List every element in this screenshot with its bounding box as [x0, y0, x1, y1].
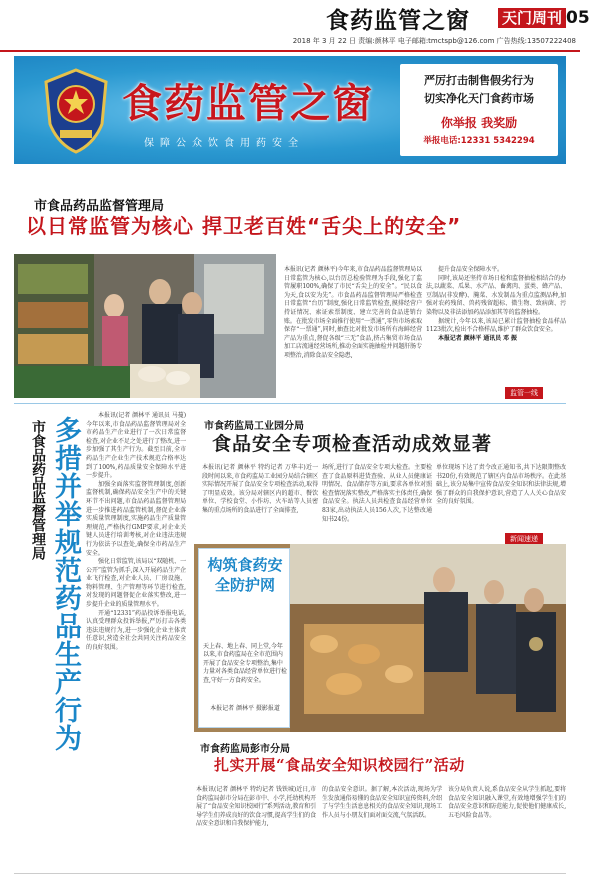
banner-title: 食药监管之窗: [122, 80, 374, 127]
article2-kicker: 市食药监局工业园分局: [204, 421, 304, 432]
page-number: 05: [566, 8, 590, 28]
article3-title: 扎实开展“食品安全知识校园行”活动: [214, 756, 465, 774]
left-body-p1: 本报讯(记者 颜林平 通讯员 马蔓)今年以来,市食品药品监督管理局对全市药品生产企业进行了一次日常监督检查,对企业不足之处进行了整改,进一步加强了其生产行为。截至目前,全市药品生产企业生产技术规范合格率达到了100%,药品质量安全保障水平进一步提升。: [86, 412, 186, 480]
left-kicker: 市食品药品监督管理局: [30, 420, 46, 560]
feature-title: 构筑食药安全防护网: [207, 556, 283, 594]
panel-report: 你举报 我奖励: [440, 116, 518, 130]
section-tag-news: 新闻速递: [505, 533, 543, 545]
article1-photo: [14, 254, 276, 398]
edition-badge: 天门周刊: [498, 8, 566, 28]
article1-body-col2: [426, 266, 566, 384]
article1-body-p2: 同时,该局还坚持市场日检和监督抽检相结合的办法,以蔬菜、瓜果、水产品、畜禽肉、蛋类、蜂产品、豆制品(非发酵)、腌菜、水发制品为重点监测品种,加强对农药残留、兽药残留超标、微生物、致病菌、污染物以及非法添加药品添加其等的监督抽检。: [426, 274, 566, 316]
article3-body-col2: 的食品安全意识。据了解,本次活动,现场为学生发放通俗易懂的食品安全知识宣传资料,介绍了与学生生活息息相关的食品安全知识,现场工作人员与小朋友们面对面交流,气氛活跃。: [322, 786, 442, 819]
left-title: 多措并举规范药品生产行为: [50, 416, 81, 752]
section-tag-frontline: 监管一线: [505, 387, 543, 399]
panel-line-1: 严厉打击制售假劣行为: [424, 74, 534, 87]
article3-body-col1: 本报讯(记者 颜林平 特约记者 钱铁城)近日,市食药监局彭市分局在彭市中、小学,托幼机构开展了“食品安全知识校园行”系列活动,教育和引导学生们养成良好的饮食习惯,提高学生们的食品安全意识和自我保护能力,: [196, 786, 316, 828]
article1-byline: 本报记者 颜林平 通讯员 邓 振: [438, 334, 517, 342]
left-body: [86, 412, 186, 864]
article2-body-col2: 场所,进行了食品安全专项大检查。主要检查了食品原料进货查验、从业人员健康证明情况、食品储存等方面,要求各单位对照检查情况落实整改,严格落实主体责任,确保食品安全。执法人员共检查食品经营单位83家,出动执法人员156人次,下达整改通知书24份。: [322, 464, 432, 523]
feature-body: 天上春、地上春、同上堂,今年以来,市食药监局在全市范围内开展了食品安全专项整治,集中力量对各类食品经营单位进行检查,守好一方食药安全。: [203, 643, 288, 684]
article3-body-col3: 该分局负责人说,系食品安全从学生抓起,要将食品安全知识融入课堂,有效地增强学生们的食品安全意识和防范能力,促使他们健康成长,五毛风险食品等。: [448, 786, 566, 819]
article3-kicker: 市食药监局彭市分局: [200, 744, 290, 755]
article1-body-p3: 据统计,今年以来,该局已累计监督抽检食品样品1123批次,检出不合格样品,维护了群众饮食安全。: [426, 317, 566, 334]
divider: [14, 403, 566, 404]
paper-title: 食药监管之窗: [326, 7, 470, 34]
banner-slogan: 保障公众饮食用药安全: [144, 138, 304, 149]
report-panel: [400, 64, 558, 156]
article1-body-p1: 提升食品安全保障水平。: [438, 266, 503, 273]
article1-kicker: 市食品药品监督管理局: [34, 199, 165, 214]
article2-body-col1: 本报讯(记者 颜林平 特约记者 万华丰)近一段时间以来,市食药监局工业园分局结合辖区实际情况开展了食品安全专项检查活动,取得了明显成效。该分局对辖区内的超市、餐饮单位、学校食堂、小作坊、火车站等人员密集的重点场所的食品进行了全面排查,: [202, 464, 318, 514]
panel-hotline: 举报电话:12331 5342294: [423, 136, 535, 146]
feature-credit: 本报记者 颜林平 摄影报道: [210, 705, 280, 712]
article2-title: 食品安全专项检查活动成效显著: [212, 433, 493, 455]
police-emblem-icon: [40, 66, 112, 156]
left-body-p2: 加强全面落实监督管理制度,创新监督机制,确保药品安全生产中的关键环节不出问题,市食品药品监督管理局进一步推进药品监管机制,督促企业落实质量管理制度,实施药品生产质量管理规范,严格执行GMP要求,对企业关键人员进行培训考核,对企业违法违规行为依法予以查处,确保全市药品生产安全。: [86, 480, 186, 557]
feature-box: [198, 548, 290, 728]
article1-body-col1: 本报讯(记者 颜林平)今年来,市食品药品监督管理局以日常监管为核心,以台历总检验管理为手段,强化了监管履职100%,确保了市民“舌尖上的安全”。“民以食为天,食以安为先”。市食品药品监督管理局严格检查日常监管“台历”制度,强化日常监管检查,摸排经营户持证情况、索证索票制度、建立完善的食品进销台账。在批发市场全面推行使用“一票通”,零售市场索取保存“一票通”,同时,抽查比对批发市场所有海鲜经营产品为重点,督促各级“三无”食品,挤占集贸市场食品加工店流通经营场所,推动全面实施抽检并问题肝肠专项整治,消除食品安全隐患,: [284, 266, 422, 359]
issue-meta: 2018 年 3 月 22 日 责编:颜林平 电子邮箱:tmctspb@126.com 广告热线:13507222408: [292, 37, 576, 45]
left-body-p4: 开通“12331”药品投诉举报电话,认真受理群众投诉举报,严厉打击各类违法违规行为,进一步强化企业主体责任意识,营造全社会共同关注药品安全的良好氛围。: [86, 609, 186, 652]
bottom-rule: [14, 873, 566, 874]
section-banner: [14, 56, 566, 164]
article2-body-col3: 单位现场下达了责令改正通知书,共下达限期整改书20份,有效规范了辖区内食品市场秩序。在此基础上,该分局集中宣传食品安全知识和法律法规,增强了群众的自我保护意识,营造了人人关心食品安全的良好氛围。: [436, 464, 566, 506]
article1-title: 以日常监管为核心 捍卫老百姓“舌尖上的安全”: [26, 214, 462, 238]
left-body-p3: 强化日常监管,该局以“双随机、一公开”监管为抓手,深入开展药品生产企业飞行检查,对企业人员、厂房设施、物料管理、生产管理等环节进行检查,对发现的问题督促企业落实整改,进一步提升企业的质量管理水平。: [86, 558, 186, 609]
panel-line-2: 切实净化天门食药市场: [424, 92, 534, 105]
